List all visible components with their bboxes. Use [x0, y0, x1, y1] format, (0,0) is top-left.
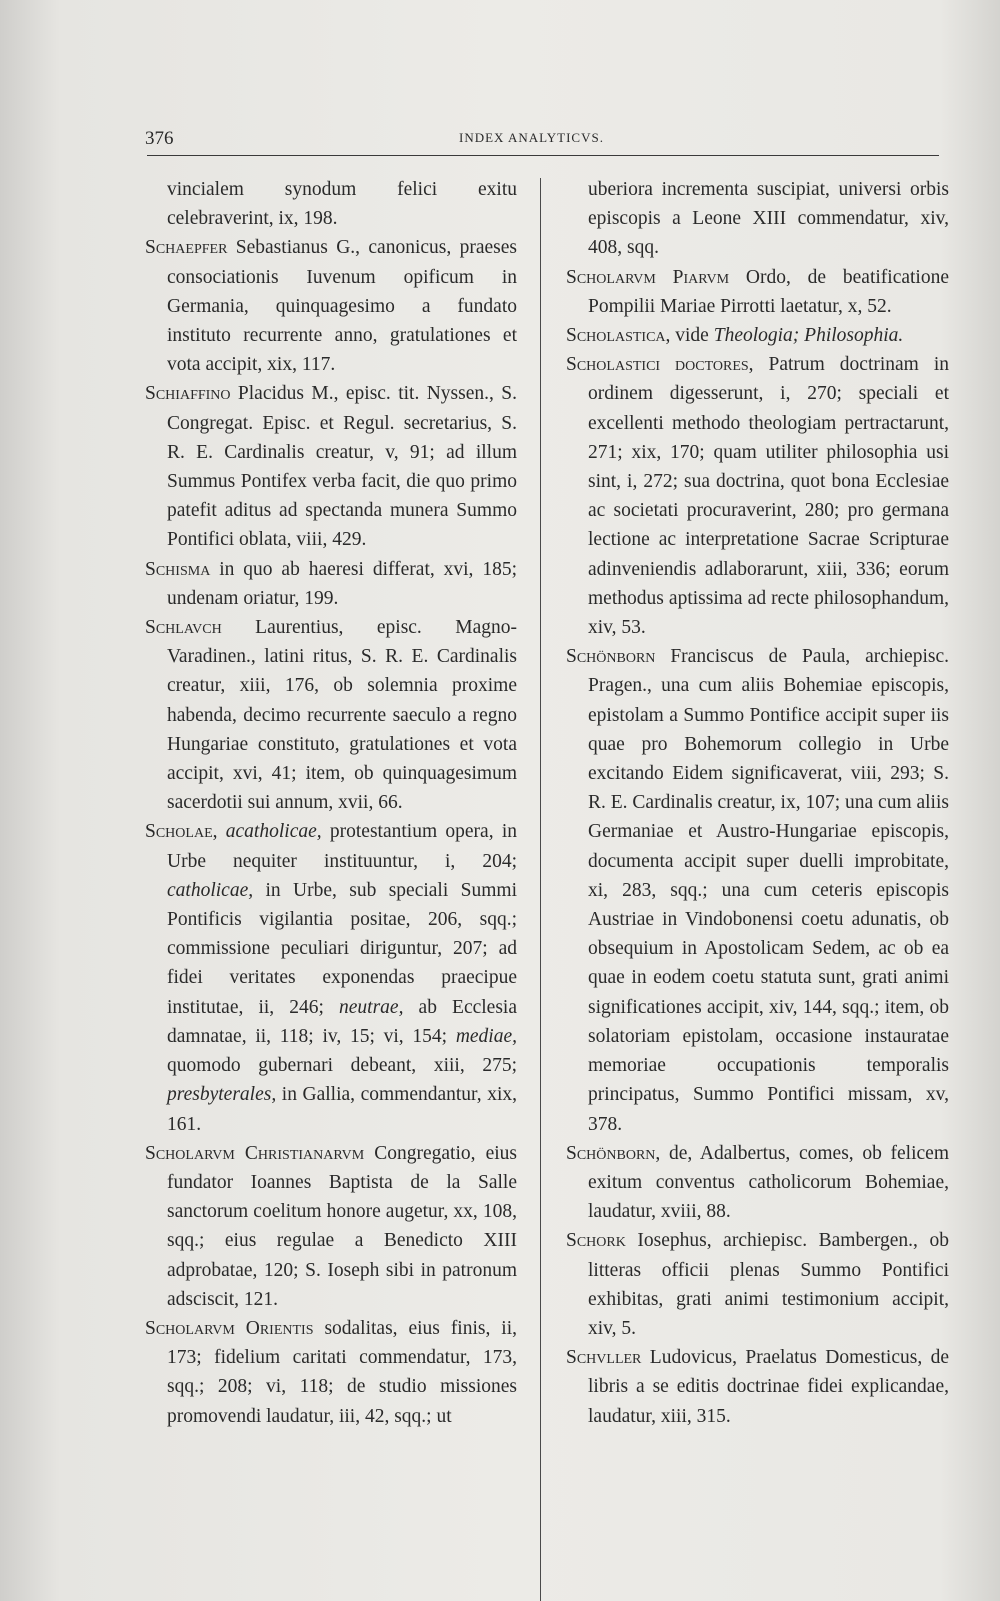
header-rule [147, 155, 939, 156]
index-entry-scholae: Scholae, acatholicae, protestantium opera, in Urbe nequiter instituuntur, i, 204; catholicae, in Urbe, sub speciali Summi Pontificis vigilantia positae, 206, sqq.; commissione peculiari diriguntur, 207; ad fidei veritates exponendas praecipue institutae, ii, 246; neutrae, ab Ecclesia damnatae, ii, 118; iv, 15; vi, 154; mediae, quomodo gubernari debeant, xiii, 275; presbyterales, in Gallia, commendantur, xix, 161. [145, 821, 518, 1135]
entry-headword: Scholarvm Christianarvm [145, 1142, 365, 1164]
entry-headword: Scholarvm Orientis [145, 1317, 314, 1339]
running-title: INDEX ANALYTICVS. [459, 130, 604, 145]
index-entry: Schisma in quo ab haeresi differat, xvi, 185; undenam oriatur, 199. [145, 558, 517, 609]
entry-headword: Scholae, [145, 821, 218, 843]
index-entry: Scholarvm Orientis sodalitas, eius finis, ii, 173; fidelium caritati commendatur, 173, sqq.; 208; vi, 118; de studio missiones promovendi laudatur, iii, 42, sqq.; ut [145, 1317, 517, 1427]
index-entry: Scholastica, vide Theologia; Philosophia. [566, 325, 904, 347]
index-entry: Schvller Ludovicus, Praelatus Domesticus, de libris a se editis doctrinae fidei explicandae, laudatur, xiii, 315. [566, 1347, 949, 1427]
page-header [145, 128, 940, 162]
entry-headword: Schiaffino [145, 383, 231, 405]
entry-headword: Schork [566, 1230, 626, 1252]
index-entry-continuation: uberiora incrementa suscipiat, universi orbis episcopis a Leone XIII commendatur, xiv, 408, sqq. [588, 179, 949, 259]
index-entry: Scholastici doctores, Patrum doctrinam in ordinem digesserunt, i, 270; speciali et excellenti methodo theologiam pertractarunt, 271; xix, 170; quam utiliter philosophia usi sint, i, 272; sua doctrina, quot bona Ecclesiae ac societati procuraverint, 280; pro germana lectione ac interpretatione Sacrae Scripturae adinveniendis adlaborarunt, xiii, 336; eorum methodus aptissima ad recte philosophandum, xiv, 53. [566, 354, 949, 639]
entry-headword: Schlavch [145, 617, 222, 639]
index-entry: Schork Iosephus, archiepisc. Bambergen., ob litteras officii plenas Summo Pontifici exhibitas, grati animi testimonium accipit, xiv, 5. [566, 1230, 949, 1339]
right-column [566, 175, 949, 1431]
left-column [145, 175, 517, 1431]
entry-headword: Scholastica, [566, 325, 671, 347]
index-entry: Schönborn, de, Adalbertus, comes, ob felicem exitum conventus catholicorum Bohemiae, laudatur, xviii, 88. [566, 1142, 949, 1223]
index-entry: Schlavch Laurentius, episc. Magno-Varadinen., latini ritus, S. R. E. Cardinalis creatur, xiii, 176, ob solemnia proxime habenda, decimo recurrente saeculo a regno Hungariae constituto, gratulationes et vota accipit, xvi, 41; item, ob quinquagesimum sacerdotii sui annum, xvii, 66. [145, 617, 517, 814]
entry-headword: Schönborn, [566, 1142, 661, 1164]
entry-headword: Scholastici doctores, [566, 354, 754, 376]
page-number: 376 [145, 128, 174, 149]
entry-headword: Scholarvm Piarvm [566, 266, 730, 288]
index-entry: Schiaffino Placidus M., episc. tit. Nyssen., S. Congregat. Episc. et Regul. secretarius, S. R. E. Cardinalis creatur, v, 91; ad illum Summus Pontifex verba facit, die quo primo patefit aditus ad spectanda munera Summo Pontifici oblata, viii, 429. [145, 383, 517, 551]
index-entry: Scholarvm Christianarvm Congregatio, eius fundator Ioannes Baptista de la Salle sanctorum coelitum honore augetur, xx, 108, sqq.; eius regulae a Benedicto XIII adprobatae, 120; S. Ioseph sibi in patronum adsciscit, 121. [145, 1142, 517, 1310]
index-entry-continuation: vincialem synodum felici exitu celebraverint, ix, 198. [167, 179, 517, 230]
index-entry: Schaepfer Sebastianus G., canonicus, praeses consociationis Iuvenum opificum in Germania, quinquagesimo a fundato instituto recurrente anno, gratulationes et vota accipit, xix, 117. [145, 237, 517, 376]
column-divider [540, 178, 541, 1601]
entry-headword: Schaepfer [145, 237, 228, 259]
entry-headword: Schvller [566, 1347, 642, 1369]
index-entry: Scholarvm Piarvm Ordo, de beatificatione Pompilii Mariae Pirrotti laetatur, x, 52. [566, 266, 949, 317]
index-entry: Schönborn Franciscus de Paula, archiepisc. Pragen., una cum aliis Bohemiae episcopis, epistolam a Summo Pontifice accipit super iis quae pro Bohemorum collegio in Urbe excitando Eidem significaverat, viii, 293; S. R. E. Cardinalis creatur, ix, 107; una cum aliis Germaniae et Austro-Hungariae episcopis, documenta accipit super duelli improbitate, xi, 283, sqq.; una cum ceteris episcopis Austriae in Vindobonensi coetu adunatis, ob obsequium in Apostolicam Sedem, ac ob ea quae in eodem coetu statuta sunt, grati animi significationes accipit, xiv, 144, sqq.; item, ob solatoriam epistolam, occasione instauratae memoriae occupationis temporalis principatus, Summo Pontifici missam, xv, 378. [566, 646, 949, 1135]
entry-headword: Schisma [145, 558, 211, 580]
entry-headword: Schönborn [566, 646, 656, 668]
